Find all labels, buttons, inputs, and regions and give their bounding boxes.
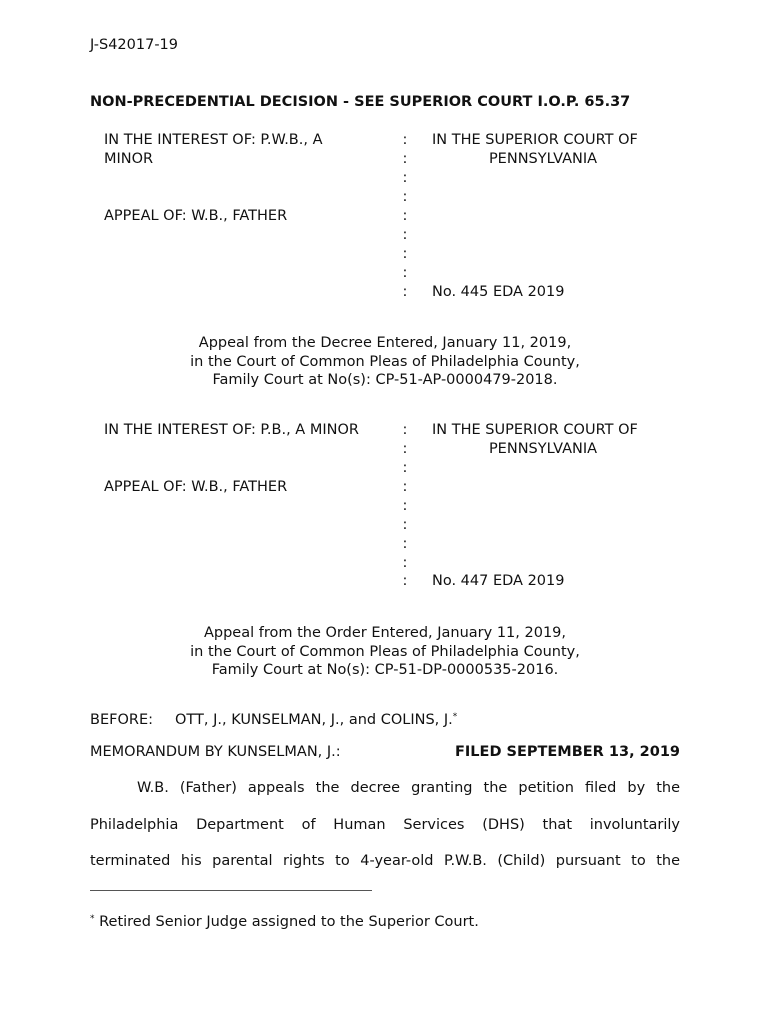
panel-judges — [175, 712, 457, 728]
case2-court-line2: PENNSYLVANIA — [488, 441, 598, 457]
footnote — [90, 914, 479, 930]
decision-notice: NON-PRECEDENTIAL DECISION - SEE SUPERIOR COURT I.O.P. 65.37 — [90, 94, 631, 110]
footnote-text: Retired Senior Judge assigned to the Superior Court. — [99, 914, 479, 930]
case1-docket-number: No. 445 EDA 2019 — [432, 284, 565, 300]
case2-docket-number: No. 447 EDA 2019 — [432, 573, 565, 589]
appeal-from-line: in the Court of Common Pleas of Philadelphia County, — [190, 643, 580, 660]
memorandum-author: MEMORANDUM BY KUNSELMAN, J.: — [90, 744, 341, 760]
case1-court-line2: PENNSYLVANIA — [488, 151, 598, 167]
caption-divider-colon: : — [402, 555, 408, 571]
caption-divider-colon: : — [402, 441, 408, 457]
case1-appeal-from — [90, 334, 680, 390]
caption-divider-colon: : — [402, 132, 408, 148]
caption-divider-colon: : — [402, 479, 408, 495]
footnote-marker: * — [452, 712, 458, 722]
case2-court-line1: IN THE SUPERIOR COURT OF — [432, 422, 638, 438]
panel-judges-text: OTT, J., KUNSELMAN, J., and COLINS, J. — [175, 712, 453, 728]
case2-appeal-of: APPEAL OF: W.B., FATHER — [104, 479, 288, 495]
footnote-divider — [90, 890, 372, 891]
caption-divider-colon: : — [402, 189, 408, 205]
before-label: BEFORE: — [90, 712, 153, 728]
appeal-from-line: Appeal from the Decree Entered, January 11, 2019, — [198, 335, 572, 351]
caption-divider-colon: : — [402, 227, 408, 243]
case2-appeal-from — [90, 624, 680, 680]
caption-divider-colon: : — [402, 517, 408, 533]
appeal-from-line: Appeal from the Order Entered, January 11, 2019, — [203, 625, 567, 641]
footnote-marker: * — [90, 914, 95, 924]
caption-divider-colon: : — [402, 151, 408, 167]
document-id: J-S42017-19 — [90, 37, 179, 53]
case2-party-line1: IN THE INTEREST OF: P.B., A MINOR — [104, 422, 359, 438]
body-line-1: W.B. (Father) appeals the decree granting the petition filed by the — [137, 780, 680, 796]
caption-divider-colon: : — [402, 573, 408, 589]
caption-divider-colon: : — [402, 498, 408, 514]
caption-divider-colon: : — [402, 246, 408, 262]
case1-appeal-of: APPEAL OF: W.B., FATHER — [104, 208, 288, 224]
body-line-3: terminated his parental rights to 4-year-old P.W.B. (Child) pursuant to the — [90, 853, 680, 869]
caption-divider-colon: : — [402, 422, 408, 438]
caption-divider-colon: : — [402, 265, 408, 281]
case1-party-line2: MINOR — [104, 151, 154, 167]
appeal-from-line: in the Court of Common Pleas of Philadelphia County, — [190, 353, 580, 370]
appeal-from-line: Family Court at No(s): CP-51-AP-0000479-2018. — [212, 372, 558, 388]
body-line-2: Philadelphia Department of Human Services (DHS) that involuntarily — [90, 817, 680, 833]
filed-date: FILED SEPTEMBER 13, 2019 — [455, 744, 680, 760]
caption-divider-colon: : — [402, 170, 408, 186]
caption-divider-colon: : — [402, 208, 408, 224]
appeal-from-line: Family Court at No(s): CP-51-DP-0000535-2016. — [211, 662, 559, 678]
caption-divider-colon: : — [402, 460, 408, 476]
case1-court-line1: IN THE SUPERIOR COURT OF — [432, 132, 638, 148]
caption-divider-colon: : — [402, 536, 408, 552]
caption-divider-colon: : — [402, 284, 408, 300]
case1-party-line1: IN THE INTEREST OF: P.W.B., A — [104, 132, 323, 148]
